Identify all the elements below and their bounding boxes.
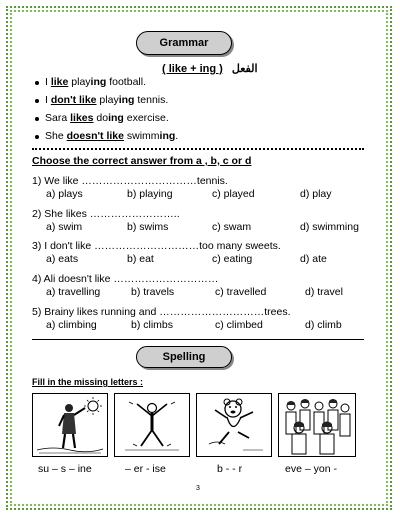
grammar-rule-arabic: الفعل [231, 63, 258, 75]
question-stem: 2) She likes …………………….. [32, 208, 180, 220]
option-a[interactable]: a) eats [46, 253, 79, 265]
option-c[interactable]: c) played [212, 188, 255, 200]
exercise-picture [114, 393, 190, 457]
spelling-heading [136, 346, 232, 368]
option-d[interactable]: d) play [300, 188, 332, 200]
people-picture [278, 393, 356, 457]
bullet-dot [35, 81, 39, 85]
spelling-item[interactable]: su – s – ine [38, 463, 92, 475]
option-d[interactable]: d) swimming [300, 221, 359, 233]
bullet-dot [35, 117, 39, 121]
option-c[interactable]: c) climbed [215, 319, 263, 331]
grammar-example: I don't like playing tennis. [45, 94, 169, 106]
grammar-example: I like playing football. [45, 76, 146, 88]
option-d[interactable]: d) ate [300, 253, 327, 265]
bullet-dot [35, 135, 39, 139]
option-b[interactable]: b) swims [127, 221, 169, 233]
spelling-instruction: Fill in the missing letters : [32, 377, 144, 387]
grammar-example: Sara likes doing exercise. [45, 112, 169, 124]
option-b[interactable]: b) playing [127, 188, 173, 200]
page-number: 3 [196, 485, 200, 492]
option-b[interactable]: b) travels [131, 286, 175, 298]
spelling-heading-text: Spelling [162, 351, 206, 363]
bullet-dot [35, 99, 39, 103]
spelling-item[interactable]: – er - ise [125, 463, 166, 475]
question-stem: 3) I don't like …………………………too many sweets. [32, 240, 281, 252]
option-b[interactable]: b) climbs [131, 319, 174, 331]
option-b[interactable]: b) eat [127, 253, 154, 265]
grammar-rule-latin: ( like + ing ) [162, 63, 223, 75]
grammar-heading-text: Grammar [159, 37, 209, 49]
option-a[interactable]: a) climbing [46, 319, 97, 331]
option-d[interactable]: d) travel [305, 286, 343, 298]
option-c[interactable]: c) travelled [215, 286, 267, 298]
option-c[interactable]: c) swam [212, 221, 252, 233]
grammar-rule [162, 62, 258, 75]
question-stem: 4) Ali doesn't like ………………………… [32, 273, 219, 285]
grammar-example: She doesn't like swimming. [45, 130, 179, 142]
option-a[interactable]: a) plays [46, 188, 83, 200]
sunshine-picture [32, 393, 108, 457]
option-c[interactable]: c) eating [212, 253, 253, 265]
section-divider-dotted [32, 148, 364, 150]
option-a[interactable]: a) swim [46, 221, 83, 233]
section-divider [32, 339, 364, 340]
spelling-item[interactable]: b - - r [217, 463, 243, 475]
bear-picture [196, 393, 272, 457]
mcq-instruction: Choose the correct answer from a , b, c or d [32, 155, 252, 167]
option-a[interactable]: a) travelling [46, 286, 101, 298]
option-d[interactable]: d) climb [305, 319, 342, 331]
spelling-item[interactable]: eve – yon - [285, 463, 337, 475]
grammar-heading [136, 31, 232, 55]
question-stem: 5) Brainy likes running and …………………………trees. [32, 306, 291, 318]
question-stem: 1) We like ……………………………tennis. [32, 175, 228, 187]
